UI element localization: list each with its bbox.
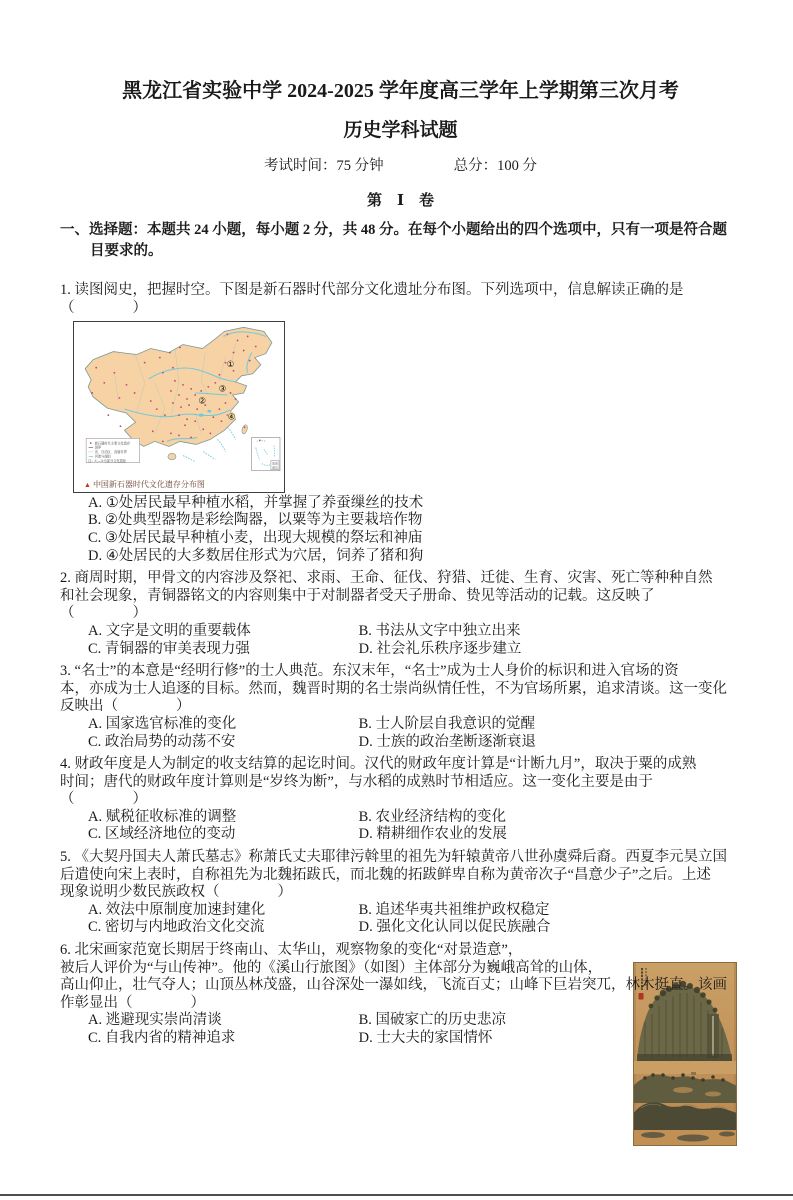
q1-option-b: B. ②处典型器物是彩绘陶器，以粟等为主要栽培作物 bbox=[88, 512, 423, 529]
legend-item: 新石器时代主要文化遗存 bbox=[94, 441, 131, 446]
question-4-stem-line: 4. 财政年度是人为制定的收支结算的起讫时间。汉代的财政年度计算是“计断九月”，取决于粟的成熟 bbox=[60, 756, 697, 773]
question-5-stem-line: 5. 《大契丹国夫人萧氏墓志》称萧氏丈夫耶律污斡里的祖先为轩辕黄帝八世孙虞舜后裔。西夏李元昊立国 bbox=[60, 849, 727, 866]
q5-option-d: D. 强化文化认同以促民族融合 bbox=[358, 919, 551, 936]
q5-option-a: A. 效法中原制度加速封建化 bbox=[88, 901, 266, 918]
question-4-bracket: （ ） bbox=[60, 791, 147, 808]
q6-option-c: C. 自我内省的精神追求 bbox=[88, 1030, 236, 1046]
q1-option-c: C. ③处居民最早种植小麦，出现大规模的祭坛和神庙 bbox=[88, 529, 423, 546]
question-4-stem-line: 时间；唐代的财政年度计算则是“岁终为断”，与水稻的成熟时节相适应。这一变化主要是由于 bbox=[60, 773, 653, 790]
map-caption bbox=[74, 478, 284, 492]
q4-option-d: D. 精耕细作农业的发展 bbox=[358, 826, 507, 843]
question-3-stem-line: 3. “名士”的本意是“经明行修”的士人典范。东汉末年，“名士”成为士人身价的标识和进入官场的资 bbox=[60, 663, 679, 680]
section-intro bbox=[60, 220, 741, 262]
question-6-stem-line: 6. 北宋画家范宽长期居于终南山、太华山，观察物象的变化“对景造意”， bbox=[60, 942, 523, 959]
mist-band bbox=[633, 1061, 737, 1074]
exam-paper-page bbox=[0, 78, 793, 1200]
marker-1: ① bbox=[226, 360, 235, 371]
q6-option-d: D. 士大夫的家国情怀 bbox=[358, 1030, 493, 1046]
hainan-island bbox=[168, 454, 176, 460]
question-4 bbox=[60, 756, 741, 844]
china-map-svg bbox=[74, 322, 282, 472]
q4-option-a: A. 赋税征收标准的调整 bbox=[88, 808, 237, 825]
paper-subtitle: 历史学科试题 bbox=[343, 120, 458, 141]
section-intro-line: 目要求的。 bbox=[90, 243, 163, 259]
q3-option-a: A. 国家选官标准的变化 bbox=[88, 715, 237, 732]
q3-option-d: D. 士族的政治垄断逐渐衰退 bbox=[358, 733, 536, 750]
exam-time-label: 考试时间：75 分钟 bbox=[264, 158, 384, 174]
question-1-stem-line: 1. 读图阅史，把握时空。下图是新石器时代部分文化遗址分布图。下列选项中，信息解读正确的是 bbox=[60, 282, 684, 298]
legend-item: 河流与湖泊 bbox=[94, 454, 111, 459]
question-6 bbox=[60, 942, 741, 1048]
question-2 bbox=[60, 570, 741, 658]
q1-option-d: D. ④处居民的大多数居住形式为穴居，饲养了猪和狗 bbox=[88, 547, 424, 564]
legend-item: 注：①—④为部分文化遗址 bbox=[88, 459, 127, 464]
taiwan-island bbox=[241, 424, 248, 434]
foreground-boulders bbox=[633, 1102, 737, 1132]
q6-option-a: A. 逃避现实崇尚清谈 bbox=[88, 1012, 222, 1029]
q3-option-c: C. 政治局势的动荡不安 bbox=[88, 733, 236, 750]
q4-option-b: B. 农业经济结构的变化 bbox=[358, 808, 507, 825]
lake bbox=[207, 410, 211, 413]
paper-content bbox=[0, 78, 793, 1048]
volume-title: 第 Ⅰ 卷 bbox=[366, 193, 435, 209]
section-intro-line: 一、选择题：本题共 24 小题，每小题 2 分，共 48 分。在每个小题给出的四个选项中，只有一项是符合题 bbox=[60, 222, 727, 238]
exam-info-row bbox=[60, 157, 741, 175]
question-2-stem-line: 2. 商周时期，甲骨文的内容涉及祭祀、求雨、王命、征伐、狩猎、迁徙、生育、灾害、死亡等种种自然 bbox=[60, 570, 713, 587]
q2-option-b: B. 书法从文字中独立出来 bbox=[358, 622, 521, 639]
question-5 bbox=[60, 849, 741, 937]
lake bbox=[199, 414, 204, 417]
map-caption-text: 中国新石器时代文化遗存分布图 bbox=[92, 479, 205, 489]
q4-option-c: C. 区域经济地位的变动 bbox=[88, 826, 236, 843]
question-6-stem-line: 高山仰止，壮气夺人；山顶丛林茂盛，山谷深处一瀑如线，飞流百丈；山峰下巨岩突兀，林木挺直。该画 bbox=[60, 977, 727, 994]
question-5-stem-line: 后遣使向宋上表时，自称祖先为北魏拓跋氏，而北魏的拓跋鲜卑自称为黄帝次子“昌意少子”之后。上述 bbox=[60, 866, 711, 883]
question-6-stem-line: 被后人评价为“与山传神”。他的《溪山行旅图》（如图）主体部分为巍峨高耸的山体， bbox=[60, 959, 603, 976]
marker-4: ④ bbox=[227, 412, 236, 423]
temple-hint bbox=[691, 1072, 696, 1075]
inset-label: 诸岛 bbox=[272, 465, 278, 470]
q2-option-d: D. 社会礼乐秩序逐步建立 bbox=[358, 640, 522, 657]
marker-2: ② bbox=[198, 396, 207, 407]
page-bottom-divider bbox=[0, 1194, 793, 1196]
marker-3: ③ bbox=[218, 384, 227, 395]
q2-option-c: C. 青铜器的审美表现力强 bbox=[88, 640, 250, 657]
question-3-stem-line: 反映出（ ） bbox=[60, 698, 191, 715]
q3-option-b: B. 士人阶层自我意识的觉醒 bbox=[358, 715, 536, 732]
question-2-bracket: （ ） bbox=[60, 605, 147, 622]
question-6-bracket: 作彰显出（ ） bbox=[60, 994, 205, 1011]
neolithic-sites-map-figure bbox=[73, 321, 285, 493]
q6-option-b: B. 国破家亡的历史悲凉 bbox=[358, 1012, 507, 1029]
q2-option-a: A. 文字是文明的重要载体 bbox=[88, 622, 251, 639]
legend-item: 省、自治区、直辖市界 bbox=[94, 450, 127, 455]
paper-title: 黑龙江省实验中学 2024-2025 学年度高三学年上学期第三次月考 bbox=[122, 80, 679, 102]
question-3-stem-line: 本，亦成为士人追逐的目标。然而，魏晋时期的名士崇尚纵情任性，不为官场所累，追求清谈。这一变化 bbox=[60, 680, 727, 697]
question-1-bracket: （ ） bbox=[60, 299, 147, 316]
caption-triangle-icon: ▲ bbox=[84, 480, 91, 489]
question-1 bbox=[60, 282, 741, 565]
legend-item: 国界 bbox=[94, 445, 102, 450]
south-china-sea-inset bbox=[252, 438, 280, 471]
q5-option-c: C. 密切与内地政治文化交流 bbox=[88, 919, 265, 936]
question-2-stem-line: 和社会现象，青铜器铭文的内容则集中于对制器者受天子册命、贽见等活动的记载。这反映了 bbox=[60, 587, 655, 604]
q1-option-a: A. ①处居民最早种植水稻，并掌握了养蚕缫丝的技术 bbox=[88, 494, 424, 511]
q5-option-b: B. 追述华夷共祖维护政权稳定 bbox=[358, 901, 550, 918]
map-legend bbox=[86, 439, 140, 463]
question-5-stem-line: 现象说明少数民族政权（ ） bbox=[60, 884, 292, 901]
total-score-label: 总分：100 分 bbox=[453, 158, 537, 174]
question-3 bbox=[60, 663, 741, 751]
inset-label: 南海 bbox=[272, 461, 278, 466]
